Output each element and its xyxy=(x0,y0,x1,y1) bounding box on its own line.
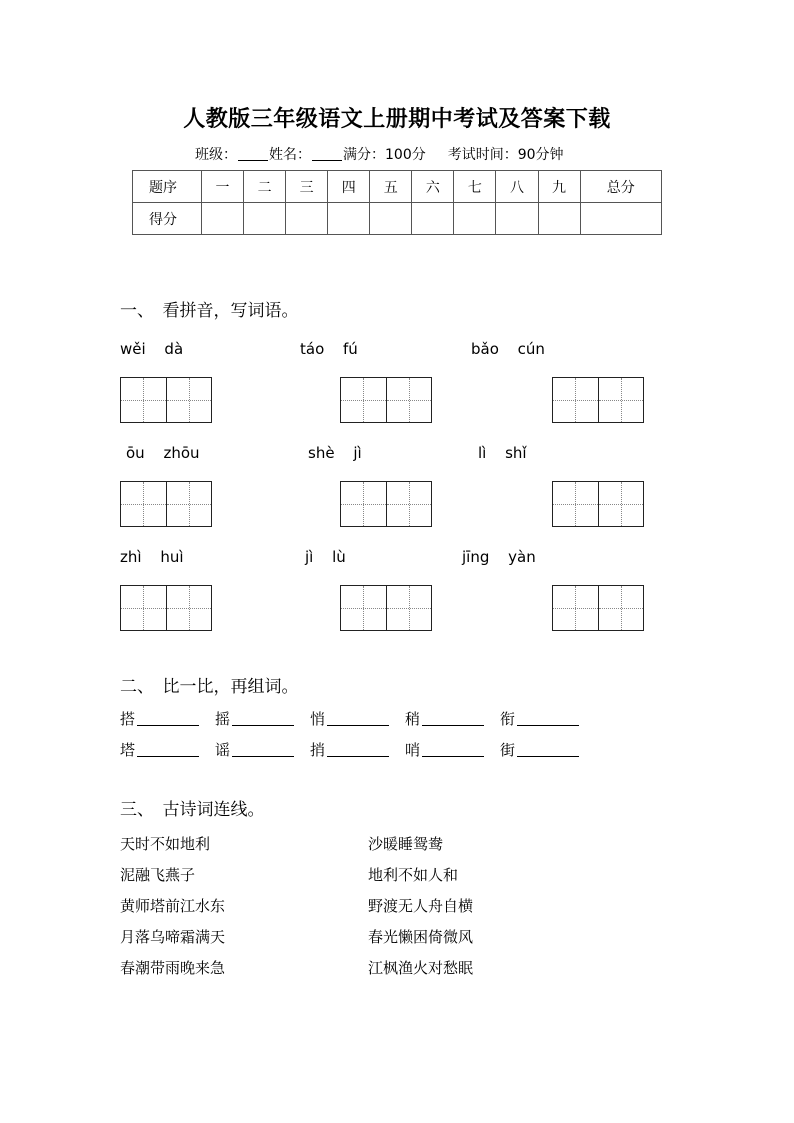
answer-blank[interactable] xyxy=(517,742,579,757)
compare-char: 捎 xyxy=(310,741,326,759)
compare-char: 哨 xyxy=(405,741,421,759)
score-table-cell: 一 xyxy=(202,171,244,203)
writing-grid[interactable] xyxy=(552,377,644,423)
pinyin-label: bǎo cún xyxy=(471,340,545,358)
class-label: 班级： xyxy=(195,147,237,163)
writing-grid[interactable] xyxy=(552,585,644,631)
section-heading-compare: 二、 比一比，再组词。 xyxy=(120,677,299,697)
poem-right-line[interactable]: 野渡无人舟自横 xyxy=(368,897,474,915)
compare-char: 谣 xyxy=(215,741,231,759)
score-input-cell[interactable] xyxy=(328,203,370,235)
answer-blank[interactable] xyxy=(422,711,484,726)
poem-right-line[interactable]: 地利不如人和 xyxy=(368,866,459,884)
page-title: 人教版三年级语文上册期中考试及答案下载 xyxy=(183,106,611,132)
poem-left-line[interactable]: 天时不如地利 xyxy=(120,835,211,853)
writing-grid[interactable] xyxy=(340,585,432,631)
score-input-cell[interactable] xyxy=(286,203,328,235)
score-table-cell: 题序 xyxy=(133,171,202,203)
score-input-cell[interactable] xyxy=(454,203,496,235)
pinyin-label: jì lù xyxy=(305,548,346,566)
pinyin-label: zhì huì xyxy=(120,548,184,566)
compare-char: 衔 xyxy=(500,710,516,728)
score-table-score-row xyxy=(133,203,662,235)
class-blank[interactable] xyxy=(238,147,268,161)
score-input-cell[interactable] xyxy=(538,203,580,235)
poem-right-line[interactable]: 沙暖睡鸳鸯 xyxy=(368,835,444,853)
pinyin-label: jīng yàn xyxy=(462,548,536,566)
writing-grid[interactable] xyxy=(340,481,432,527)
writing-grid[interactable] xyxy=(552,481,644,527)
score-table-cell: 二 xyxy=(244,171,286,203)
name-label: 姓名： xyxy=(269,147,311,163)
score-table-cell: 六 xyxy=(412,171,454,203)
poem-right-line[interactable]: 江枫渔火对愁眠 xyxy=(368,959,474,977)
pinyin-label: shè jì xyxy=(308,444,362,462)
exam-info xyxy=(195,144,564,164)
poem-left-line[interactable]: 春潮带雨晚来急 xyxy=(120,959,226,977)
poem-right-line[interactable]: 春光懒困倚微风 xyxy=(368,928,474,946)
compare-char: 搭 xyxy=(120,710,136,728)
score-table-cell: 五 xyxy=(370,171,412,203)
compare-row xyxy=(120,708,595,729)
section-heading-pinyin: 一、 看拼音，写词语。 xyxy=(120,301,299,321)
full-score-label: 满分：100分 xyxy=(343,147,426,163)
answer-blank[interactable] xyxy=(327,711,389,726)
compare-row xyxy=(120,739,595,760)
time-label: 考试时间：90分钟 xyxy=(447,147,564,163)
pinyin-label: lì shǐ xyxy=(478,444,527,462)
score-row-label: 得分 xyxy=(133,203,202,235)
score-input-cell[interactable] xyxy=(412,203,454,235)
writing-grid[interactable] xyxy=(120,481,212,527)
score-table-header-row xyxy=(133,171,662,203)
score-table xyxy=(132,170,662,235)
poem-left-line[interactable]: 月落乌啼霜满天 xyxy=(120,928,226,946)
compare-char: 稍 xyxy=(405,710,421,728)
score-table-cell: 七 xyxy=(454,171,496,203)
answer-blank[interactable] xyxy=(422,742,484,757)
section-heading-poem-match: 三、 古诗词连线。 xyxy=(120,800,265,820)
score-input-cell[interactable] xyxy=(244,203,286,235)
score-table-cell: 九 xyxy=(538,171,580,203)
compare-char: 塔 xyxy=(120,741,136,759)
score-table-cell: 四 xyxy=(328,171,370,203)
writing-grid[interactable] xyxy=(340,377,432,423)
score-input-cell[interactable] xyxy=(202,203,244,235)
answer-blank[interactable] xyxy=(137,742,199,757)
score-table-cell: 总分 xyxy=(580,171,661,203)
score-table-cell: 三 xyxy=(286,171,328,203)
score-input-cell[interactable] xyxy=(496,203,538,235)
compare-char: 悄 xyxy=(310,710,326,728)
score-input-cell[interactable] xyxy=(580,203,661,235)
name-blank[interactable] xyxy=(312,147,342,161)
answer-blank[interactable] xyxy=(232,742,294,757)
writing-grid[interactable] xyxy=(120,585,212,631)
compare-char: 摇 xyxy=(215,710,231,728)
pinyin-label: wěi dà xyxy=(120,340,184,358)
answer-blank[interactable] xyxy=(232,711,294,726)
pinyin-label: ōu zhōu xyxy=(126,444,200,462)
compare-char: 街 xyxy=(500,741,516,759)
poem-left-line[interactable]: 泥融飞燕子 xyxy=(120,866,196,884)
pinyin-label: táo fú xyxy=(300,340,358,358)
poem-left-line[interactable]: 黄师塔前江水东 xyxy=(120,897,226,915)
score-input-cell[interactable] xyxy=(370,203,412,235)
score-table-cell: 八 xyxy=(496,171,538,203)
answer-blank[interactable] xyxy=(137,711,199,726)
answer-blank[interactable] xyxy=(327,742,389,757)
answer-blank[interactable] xyxy=(517,711,579,726)
writing-grid[interactable] xyxy=(120,377,212,423)
